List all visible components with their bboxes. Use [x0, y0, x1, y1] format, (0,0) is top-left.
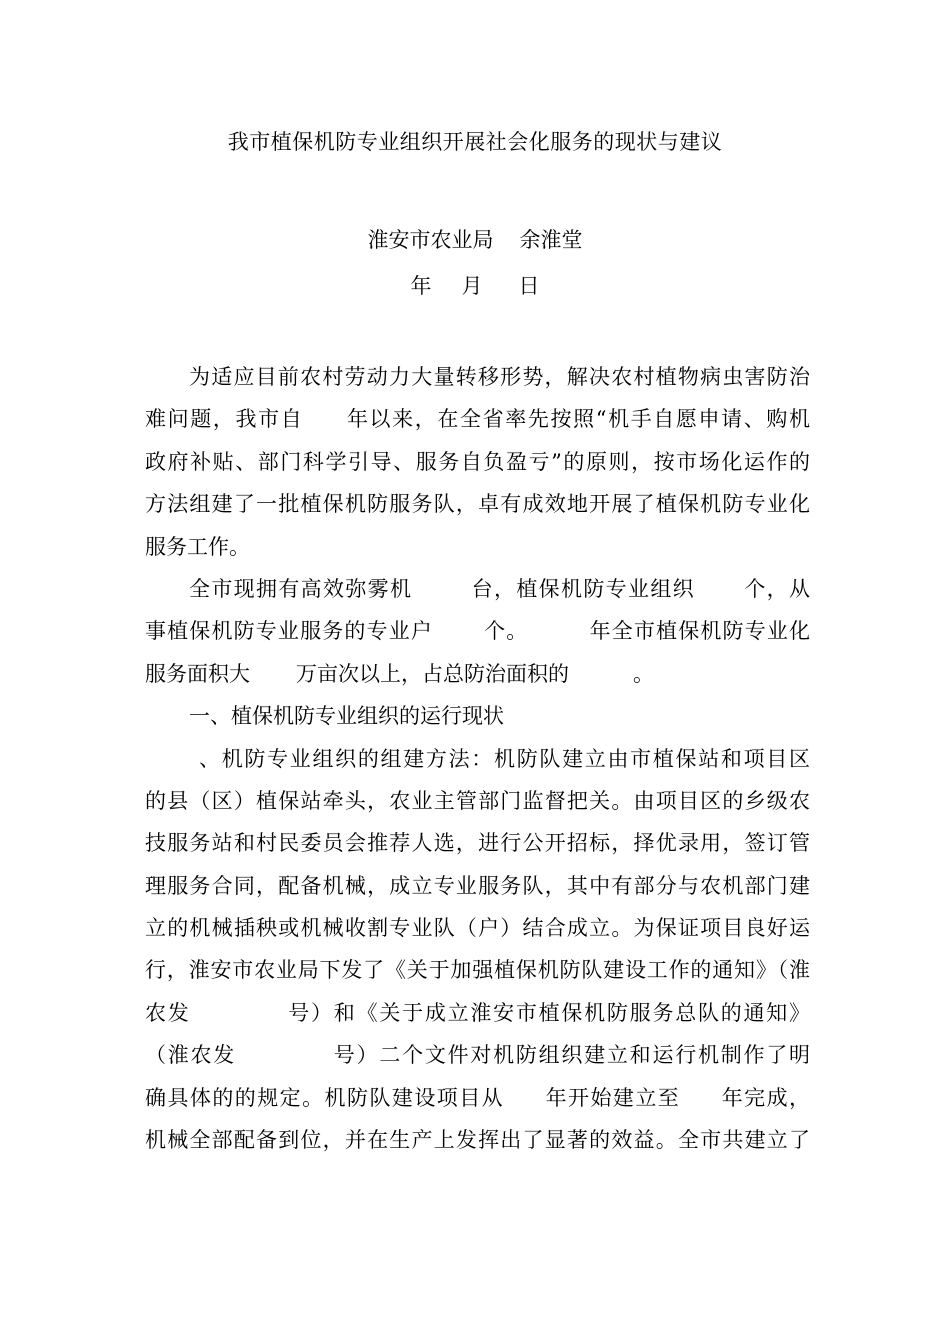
text-span: 技服务站和村民委员会推荐人选，进行公开招标，择优录用，签订管 [145, 831, 810, 856]
text-span: 立的机械插秧或机械收割专业队（户）结合成立。为保证项目良好运 [145, 916, 810, 941]
text-span: 服务面积大 [145, 661, 250, 686]
author-organization: 淮安市农业局 [367, 228, 494, 252]
paragraph-3-line-10 [145, 1119, 810, 1161]
paragraph-3-line-7 [145, 992, 810, 1034]
date-line [0, 268, 950, 304]
paragraph-1-line-4 [145, 483, 810, 525]
date-year: 年 [410, 274, 432, 298]
text-span: 的县（区）植保站牵头，农业主管部门监督把关。由项目区的乡级农 [145, 788, 810, 813]
text-span: 机械全部配备到位，并在生产上发挥出了显著的效益。全市共建立了 [145, 1128, 810, 1153]
paragraph-1-line-3 [145, 441, 810, 483]
paragraph-3-line-1 [145, 738, 810, 780]
text-span: 号）和《关于成立淮安市植保机防服务总队的通知》 [286, 1000, 811, 1025]
text-span: 为适应目前农村劳动力大量转移形势，解决农村植物病虫害防治 [189, 365, 810, 389]
text-span: 、机防专业组织的组建方法：机防队建立由市植保站和项目区 [199, 746, 810, 771]
paragraph-1-line-2 [145, 398, 810, 440]
text-span: 确具体的的规定。机防队建设项目从 [145, 1085, 505, 1110]
text-span: （淮农发 [145, 1043, 237, 1068]
date-month: 月 [461, 274, 483, 298]
section-heading-1 [145, 695, 810, 737]
text-span: 行，淮安市农业局下发了《关于加强植保机防队建设工作的通知》（淮 [145, 958, 810, 983]
text-span: 万亩次以上，占总防治面积的 [296, 661, 569, 686]
paragraph-2-line-2 [145, 610, 810, 652]
text-span: 个，从 [743, 576, 811, 601]
paragraph-3-line-2 [145, 780, 810, 822]
text-span: 难问题，我市自 [145, 407, 304, 432]
text-span: 年全市植保机防专业化 [588, 619, 811, 644]
text-span: 理服务合同，配备机械，成立专业服务队，其中有部分与农机部门建 [145, 873, 810, 898]
date-day: 日 [518, 274, 540, 298]
paragraph-1-line-5 [145, 526, 810, 568]
text-span: 。 [633, 661, 654, 686]
paragraph-3-line-9 [145, 1077, 810, 1119]
text-span: 号）二个文件对机防组织建立和运行机制作了明 [332, 1043, 811, 1068]
text-span: 一、植保机防专业组织的运行现状 [189, 704, 504, 729]
text-span: 农发 [145, 1000, 191, 1025]
text-span: 方法组建了一批植保机防服务队，卓有成效地开展了植保机防专业化 [145, 492, 810, 517]
text-span: 年以来，在全省率先按照“机手自愿申请、购机 [345, 407, 811, 432]
text-span: 政府补贴、部门科学引导、服务自负盈亏”的原则，按市场化运作的 [145, 449, 810, 474]
text-span: 事植保机防专业服务的专业户 [145, 619, 433, 644]
paragraph-3-line-4 [145, 865, 810, 907]
document-title: 我市植保机防专业组织开展社会化服务的现状与建议 [227, 130, 723, 154]
paragraph-1-line-1 [145, 356, 810, 398]
text-span: 全市现拥有高效弥雾机 [189, 576, 413, 601]
paragraph-2-line-3 [145, 653, 810, 695]
paragraph-3-line-6 [145, 949, 810, 991]
author-name: 余淮堂 [519, 228, 583, 252]
document-body [145, 356, 810, 1161]
text-span: 个。 [483, 619, 529, 644]
text-span: 年完成， [720, 1085, 811, 1110]
text-span: 台，植保机防专业组织 [470, 576, 696, 601]
paragraph-3-line-5 [145, 907, 810, 949]
paragraph-3-line-3 [145, 822, 810, 864]
author-line [0, 222, 950, 258]
text-span: 服务工作。 [145, 534, 250, 559]
text-span: 年开始建立至 [544, 1085, 681, 1110]
paragraph-3-line-8 [145, 1034, 810, 1076]
paragraph-2-line-1 [145, 568, 810, 610]
